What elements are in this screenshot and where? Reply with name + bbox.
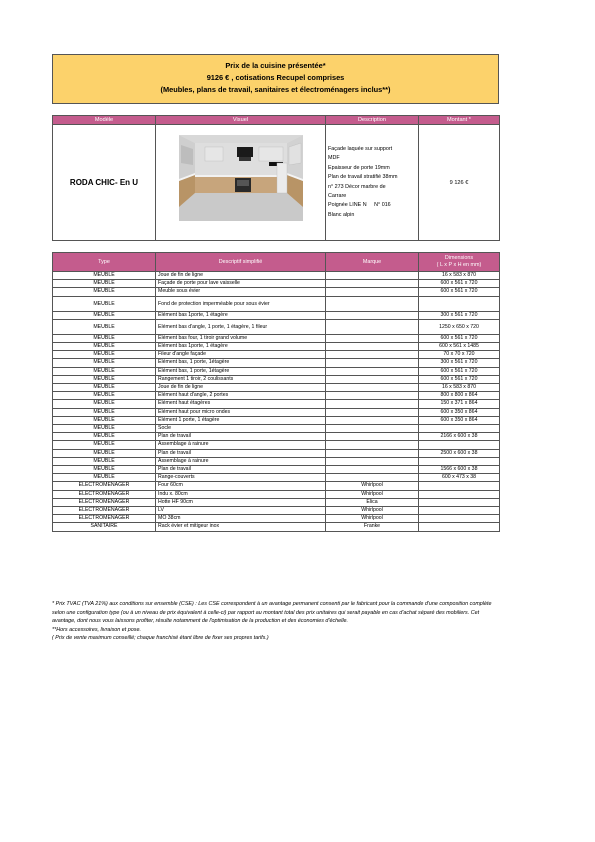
- price-header-title: Prix de la cuisine présentée*: [225, 61, 326, 70]
- description-line: Façade laquée sur support: [328, 145, 393, 152]
- row-type: MEUBLE: [53, 457, 156, 465]
- table-row: [53, 515, 500, 523]
- row-description: Façade de porte pour lave vaisselle: [156, 280, 326, 288]
- model-table: [52, 115, 500, 241]
- row-brand: Franke: [326, 523, 419, 531]
- description-line: Epaisseur de porte 19mm: [328, 164, 390, 171]
- row-type: MEUBLE: [53, 425, 156, 433]
- row-type: MEUBLE: [53, 351, 156, 359]
- row-type: MEUBLE: [53, 466, 156, 474]
- row-description: Fileur d'angle façade: [156, 351, 326, 359]
- row-brand: [326, 425, 419, 433]
- row-type: MEUBLE: [53, 343, 156, 351]
- table-row: [53, 311, 500, 319]
- row-brand: [326, 474, 419, 482]
- row-type: MEUBLE: [53, 296, 156, 311]
- row-description: Elément 1 porte, 1 étagère: [156, 416, 326, 424]
- row-dimensions: 600 x 561 x 720: [419, 280, 500, 288]
- row-brand: [326, 466, 419, 474]
- model-table-header: [53, 116, 500, 125]
- table-row: [53, 400, 500, 408]
- row-type: MEUBLE: [53, 416, 156, 424]
- row-brand: Whirlpool: [326, 482, 419, 490]
- table-row: [53, 498, 500, 506]
- table-row: [53, 288, 500, 296]
- row-type: MEUBLE: [53, 441, 156, 449]
- footnote-price: * Prix TVAC (TVA 21%) aux conditions sur ensemble (CSE) : Les CSE correspondent à un avantage permanent consenti par le fabricant pour la commande d'une composition complète selon une configuration type (ou à un niveau de prix équivalent à celle-ci) par rapport au montant total des prix unitaires qui serait payable en cas d'achat séparé des mobiliers. Cet avantage, dont nous vous laissons profiter, résulte notamment de l'optimisation de la production et des économies d'échelle.: [52, 601, 492, 625]
- row-description: Indu x. 80cm: [156, 490, 326, 498]
- header-dimensions-title: Dimensions: [444, 255, 474, 261]
- items-table-header: [53, 253, 500, 272]
- row-dimensions: 600 x 350 x 864: [419, 416, 500, 424]
- row-type: MEUBLE: [53, 392, 156, 400]
- table-row: [53, 490, 500, 498]
- row-description: Elément bas, 1 porte, 1étagère: [156, 367, 326, 375]
- header-amount: Montant *: [419, 116, 500, 125]
- row-description: Rack évier et mitigeur inox: [156, 523, 326, 531]
- row-description: MO 38cm: [156, 515, 326, 523]
- row-description: Elément haut d'angle, 2 portes: [156, 392, 326, 400]
- row-description: Assemblage à rainure: [156, 441, 326, 449]
- table-row: [53, 343, 500, 351]
- row-type: ELECTROMENAGER: [53, 498, 156, 506]
- table-row: [53, 425, 500, 433]
- row-description: Four 60cm: [156, 482, 326, 490]
- row-brand: [326, 375, 419, 383]
- kitchen-render-image: [179, 135, 303, 221]
- row-brand: [326, 334, 419, 342]
- row-description: Elément bas d'angle, 1 porte, 1 étagère, 1 fileur: [156, 319, 326, 334]
- row-type: MEUBLE: [53, 375, 156, 383]
- row-description: Elément bas 1porte, 1 étagère: [156, 343, 326, 351]
- row-description: Plan de travail: [156, 433, 326, 441]
- price-header-inclusions: (Meubles, plans de travail, sanitaires et électroménagers inclus**): [160, 85, 391, 94]
- table-row: [53, 457, 500, 465]
- table-row: [53, 296, 500, 311]
- row-type: MEUBLE: [53, 288, 156, 296]
- row-dimensions: 300 x 561 x 720: [419, 359, 500, 367]
- row-brand: [326, 433, 419, 441]
- table-row: [53, 416, 500, 424]
- row-brand: [326, 311, 419, 319]
- row-dimensions: 600 x 561 x 720: [419, 367, 500, 375]
- row-description: Meuble sous évier: [156, 288, 326, 296]
- row-type: MEUBLE: [53, 400, 156, 408]
- row-type: ELECTROMENAGER: [53, 482, 156, 490]
- table-row: [53, 449, 500, 457]
- description-line: Plan de travail stratifié 38mm: [328, 174, 398, 181]
- row-description: Elément haut étagères: [156, 400, 326, 408]
- row-brand: [326, 367, 419, 375]
- row-dimensions: [419, 441, 500, 449]
- row-brand: [326, 319, 419, 334]
- row-description: Elément bas, 1 porte, 1étagère: [156, 359, 326, 367]
- row-type: MEUBLE: [53, 449, 156, 457]
- row-dimensions: [419, 457, 500, 465]
- row-brand: Whirlpool: [326, 507, 419, 515]
- table-row: [53, 367, 500, 375]
- row-description: LV: [156, 507, 326, 515]
- footnote-max-price: ( Prix de vente maximum conseillé; chaque franchisé étant libre de fixer ses propres tarifs.): [52, 635, 269, 642]
- row-brand: [326, 288, 419, 296]
- row-dimensions: 600 x 561 x 720: [419, 288, 500, 296]
- row-type: ELECTROMENAGER: [53, 490, 156, 498]
- row-description: Elément bas 1porte, 1 étagère: [156, 311, 326, 319]
- row-type: MEUBLE: [53, 367, 156, 375]
- row-brand: [326, 416, 419, 424]
- row-dimensions: [419, 498, 500, 506]
- row-dimensions: [419, 425, 500, 433]
- header-visual: Visuel: [156, 116, 326, 125]
- table-row: [53, 482, 500, 490]
- row-dimensions: 1566 x 600 x 38: [419, 466, 500, 474]
- row-description: Range-couverts: [156, 474, 326, 482]
- row-brand: Elica: [326, 498, 419, 506]
- row-description: Assemblage à rainure: [156, 457, 326, 465]
- header-description: Description: [326, 116, 419, 125]
- table-row: [53, 474, 500, 482]
- row-dimensions: [419, 515, 500, 523]
- row-description: Hotte HF 90cm: [156, 498, 326, 506]
- row-brand: [326, 351, 419, 359]
- row-dimensions: 600 x 350 x 864: [419, 408, 500, 416]
- row-brand: [326, 408, 419, 416]
- table-row: [53, 466, 500, 474]
- row-dimensions: [419, 482, 500, 490]
- table-row: [53, 359, 500, 367]
- header-type: Type: [53, 253, 156, 272]
- table-row: [53, 375, 500, 383]
- row-brand: [326, 384, 419, 392]
- row-description: Plan de travail: [156, 449, 326, 457]
- items-table-body: [53, 272, 500, 532]
- table-row: [53, 392, 500, 400]
- row-dimensions: 70 x 70 x 720: [419, 351, 500, 359]
- row-dimensions: [419, 296, 500, 311]
- description-cell: [326, 125, 419, 241]
- table-row: [53, 384, 500, 392]
- row-dimensions: 600 x 561 x 1485: [419, 343, 500, 351]
- table-row: [53, 272, 500, 280]
- header-model: Modèle: [53, 116, 156, 125]
- row-dimensions: 2166 x 600 x 38: [419, 433, 500, 441]
- row-type: MEUBLE: [53, 433, 156, 441]
- row-description: Rangement 1 tiroir, 2 coulissants: [156, 375, 326, 383]
- description-line: n° 273 Décor marbre de: [328, 183, 386, 190]
- row-description: Joue de fin de ligne: [156, 384, 326, 392]
- row-type: MEUBLE: [53, 474, 156, 482]
- header-desc: Descriptif simplifié: [156, 253, 326, 272]
- table-row: [53, 334, 500, 342]
- row-brand: [326, 449, 419, 457]
- row-dimensions: [419, 490, 500, 498]
- row-brand: [326, 280, 419, 288]
- row-description: Elément bas four, 1 tiroir grand volume: [156, 334, 326, 342]
- price-header-amount: 9126 € , cotisations Recupel comprises: [206, 73, 345, 82]
- table-row: [53, 441, 500, 449]
- row-brand: [326, 359, 419, 367]
- row-type: MEUBLE: [53, 359, 156, 367]
- row-brand: [326, 392, 419, 400]
- row-type: MEUBLE: [53, 319, 156, 334]
- header-brand: Marque: [326, 253, 419, 272]
- row-dimensions: 800 x 800 x 864: [419, 392, 500, 400]
- table-row: [53, 523, 500, 531]
- row-type: MEUBLE: [53, 280, 156, 288]
- table-row: [53, 351, 500, 359]
- footnote-exclusions: **Hors accessoires, livraison et pose.: [52, 626, 141, 633]
- row-type: MEUBLE: [53, 272, 156, 280]
- row-dimensions: [419, 523, 500, 531]
- row-brand: [326, 343, 419, 351]
- row-type: MEUBLE: [53, 408, 156, 416]
- row-dimensions: 600 x 473 x 38: [419, 474, 500, 482]
- row-description: Fond de protection imperméable pour sous évier: [156, 296, 326, 311]
- header-dimensions: [419, 253, 500, 272]
- row-brand: [326, 272, 419, 280]
- row-type: MEUBLE: [53, 311, 156, 319]
- row-type: MEUBLE: [53, 384, 156, 392]
- row-dimensions: 300 x 561 x 720: [419, 311, 500, 319]
- row-description: Joue de fin de ligne: [156, 272, 326, 280]
- table-row: [53, 319, 500, 334]
- row-brand: [326, 296, 419, 311]
- model-row: [53, 125, 500, 241]
- items-table: [52, 252, 500, 532]
- amount-value: 9 126 €: [419, 125, 500, 241]
- description-line: Blanc alpin: [328, 211, 355, 218]
- row-brand: Whirlpool: [326, 490, 419, 498]
- row-dimensions: 2500 x 600 x 38: [419, 449, 500, 457]
- kitchen-visual: [156, 125, 326, 241]
- row-brand: [326, 441, 419, 449]
- row-description: Plan de travail: [156, 466, 326, 474]
- description-line: MDF: [328, 155, 340, 162]
- row-type: MEUBLE: [53, 334, 156, 342]
- row-dimensions: 150 x 371 x 864: [419, 400, 500, 408]
- row-description: Socle: [156, 425, 326, 433]
- description-line: Carrare: [328, 192, 347, 199]
- row-brand: Whirlpool: [326, 515, 419, 523]
- row-dimensions: 1250 x 650 x 720: [419, 319, 500, 334]
- table-row: [53, 408, 500, 416]
- table-row: [53, 280, 500, 288]
- table-row: [53, 507, 500, 515]
- row-dimensions: 600 x 561 x 720: [419, 375, 500, 383]
- footnotes: [52, 600, 499, 643]
- price-header-box: [52, 54, 499, 104]
- header-dimensions-unit: ( L x P x H en mm): [436, 262, 482, 268]
- row-dimensions: 16 x 583 x 870: [419, 384, 500, 392]
- row-type: SANITAIRE: [53, 523, 156, 531]
- description-line: Poignée LINE N N° 016: [328, 202, 391, 209]
- row-type: ELECTROMENAGER: [53, 515, 156, 523]
- row-description: Elément haut pour micro ondes: [156, 408, 326, 416]
- table-row: [53, 433, 500, 441]
- row-brand: [326, 400, 419, 408]
- row-dimensions: [419, 507, 500, 515]
- model-name: RODA CHIC- En U: [53, 125, 156, 241]
- row-type: ELECTROMENAGER: [53, 507, 156, 515]
- row-brand: [326, 457, 419, 465]
- row-dimensions: 16 x 583 x 870: [419, 272, 500, 280]
- row-dimensions: 600 x 561 x 720: [419, 334, 500, 342]
